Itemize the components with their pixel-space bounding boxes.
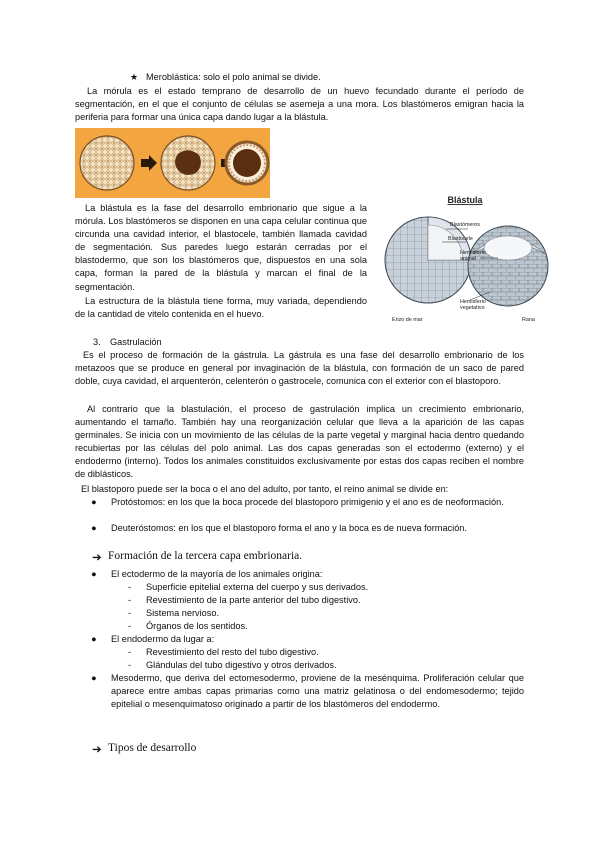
dash-icon: - [128,621,132,631]
ectodermo-item: Superficie epitelial externa del cuerpo y sus derivados. [146,582,369,592]
endodermo-item: Glándulas del tubo digestivo y otros derivados. [146,660,337,670]
section-number: 3. [93,337,101,347]
bullet-icon: ● [91,569,97,579]
ectodermo-item: Órganos de los sentidos. [146,621,248,631]
endodermo-item: Revestimiento del resto del tubo digestivo. [146,647,319,657]
meroblastica-line: Meroblástica: solo el polo animal se divide. [146,72,321,82]
blastula-paragraph: La blástula es la fase del desarrollo embrionario que sigue a la mórula. Los blastómeros se disponen en una capa celular continua que circunda una cavidad interior, el blastocele, también llamada cavidad de segmentación. Sus paredes luego estarán cerradas por el blastodermo, que son los blastómeros que, dispuestos en una sola capa, forman la pared de la blástula y marcan el final de la segmentación. [75,203,367,292]
mesodermo-paragraph: Mesodermo, que deriva del ectomesodermo, proviene de la mesénquima. Proliferación celular que aparece entre ambas capas primarias como una matriz gelatinosa o del endomesodermo; tejido epitelial o mesenquimatoso originado a partir de los blastómeros del endodermo. [111,673,524,710]
label-blastomeros: Blastómeros [450,222,480,228]
label-hemisferio-vegetativo-2: vegetativo [460,305,485,311]
dash-icon: - [128,608,132,618]
heading-tipos-desarrollo: Tipos de desarrollo [108,742,197,754]
figure-title: Blástula [447,195,483,205]
bullet-icon: ● [91,523,97,533]
reino-item-protostomos: Protóstomos: en los que la boca procede del blastoporo primigenio y el ano es de neoformación. [111,497,504,507]
gastrulacion-paragraph: Al contrario que la blastulación, el proceso de gastrulación implica un crecimiento embrionario, aumentando el tamaño. También hay una reorganización celular que lleva a la aparición de las capas germinales. Se inicia con un movimiento de las células de la parte vegetal y marginal hacia dentro quedando recubiertas por las células del polo animal. Las dos capas generadas son el ectodermo (externo) y el endodermo (interno). Todos los animales constituidos exclusivamente por estas dos capas reciben el nombre de diblásticos. [75,404,524,480]
endodermo-intro: El endodermo da lugar a: [111,634,215,644]
blastula-figure [380,192,550,325]
arrow-icon: ➔ [92,744,102,756]
gastrula-paragraph: Es el proceso de formación de la gástrula. La gástrula es una fase del desarrollo embrionario de los metazoos que se produce en general por invaginación de la blástula, con formación de un saco de pared doble, cuya cavidad, el arquenterón, celenterón o gastrocele, comunica con el exterior con el blastoporo. [75,350,524,387]
estructura-paragraph: La estructura de la blástula tiene forma, muy variada, dependiendo de la cantidad de vitelo contenida en el huevo. [75,296,367,320]
dash-icon: - [128,582,132,592]
bullet-icon: ● [91,497,97,507]
morula-paragraph: La mórula es el estado temprano de desarrollo de un huevo fecundado durante el período de segmentación, en el que el conjunto de células se asemeja a una mora. Los blastómeros emigran hacia la periferia para formar una única capa dando lugar a la blástula. [75,86,524,123]
dash-icon: - [128,660,132,670]
heading-tercera-capa: Formación de la tercera capa embrionaria. [108,550,303,562]
morula-image [75,128,270,198]
reino-item-deuterostomos: Deuteróstomos: en los que el blastoporo forma el ano y la boca es de nueva formación. [111,523,467,533]
bullet-icon: ● [91,634,97,644]
star-icon: ★ [130,72,139,82]
label-hemisferio-animal-1: Hemisferio [460,250,486,256]
label-erizo: Erizo de mar [392,317,423,323]
dash-icon: - [128,595,132,605]
arrow-icon: ➔ [92,552,102,564]
label-blastocele: Blastocele [448,236,473,242]
section-title: Gastrulación [110,337,162,347]
bullet-icon: ● [91,673,97,683]
dash-icon: - [128,647,132,657]
label-rana: Rana [522,317,535,323]
blastoporo-intro: El blastoporo puede ser la boca o el ano del adulto, por tanto, el reino animal se divide en: [81,484,449,494]
ectodermo-intro: El ectodermo de la mayoría de los animales origina: [111,569,323,579]
label-hemisferio-animal-2: animal [460,256,476,262]
ectodermo-item: Sistema nervioso. [146,608,220,618]
label-hemisferio-vegetativo-1: Hemisferio [460,299,486,305]
ectodermo-item: Revestimiento de la parte anterior del tubo digestivo. [146,595,361,605]
